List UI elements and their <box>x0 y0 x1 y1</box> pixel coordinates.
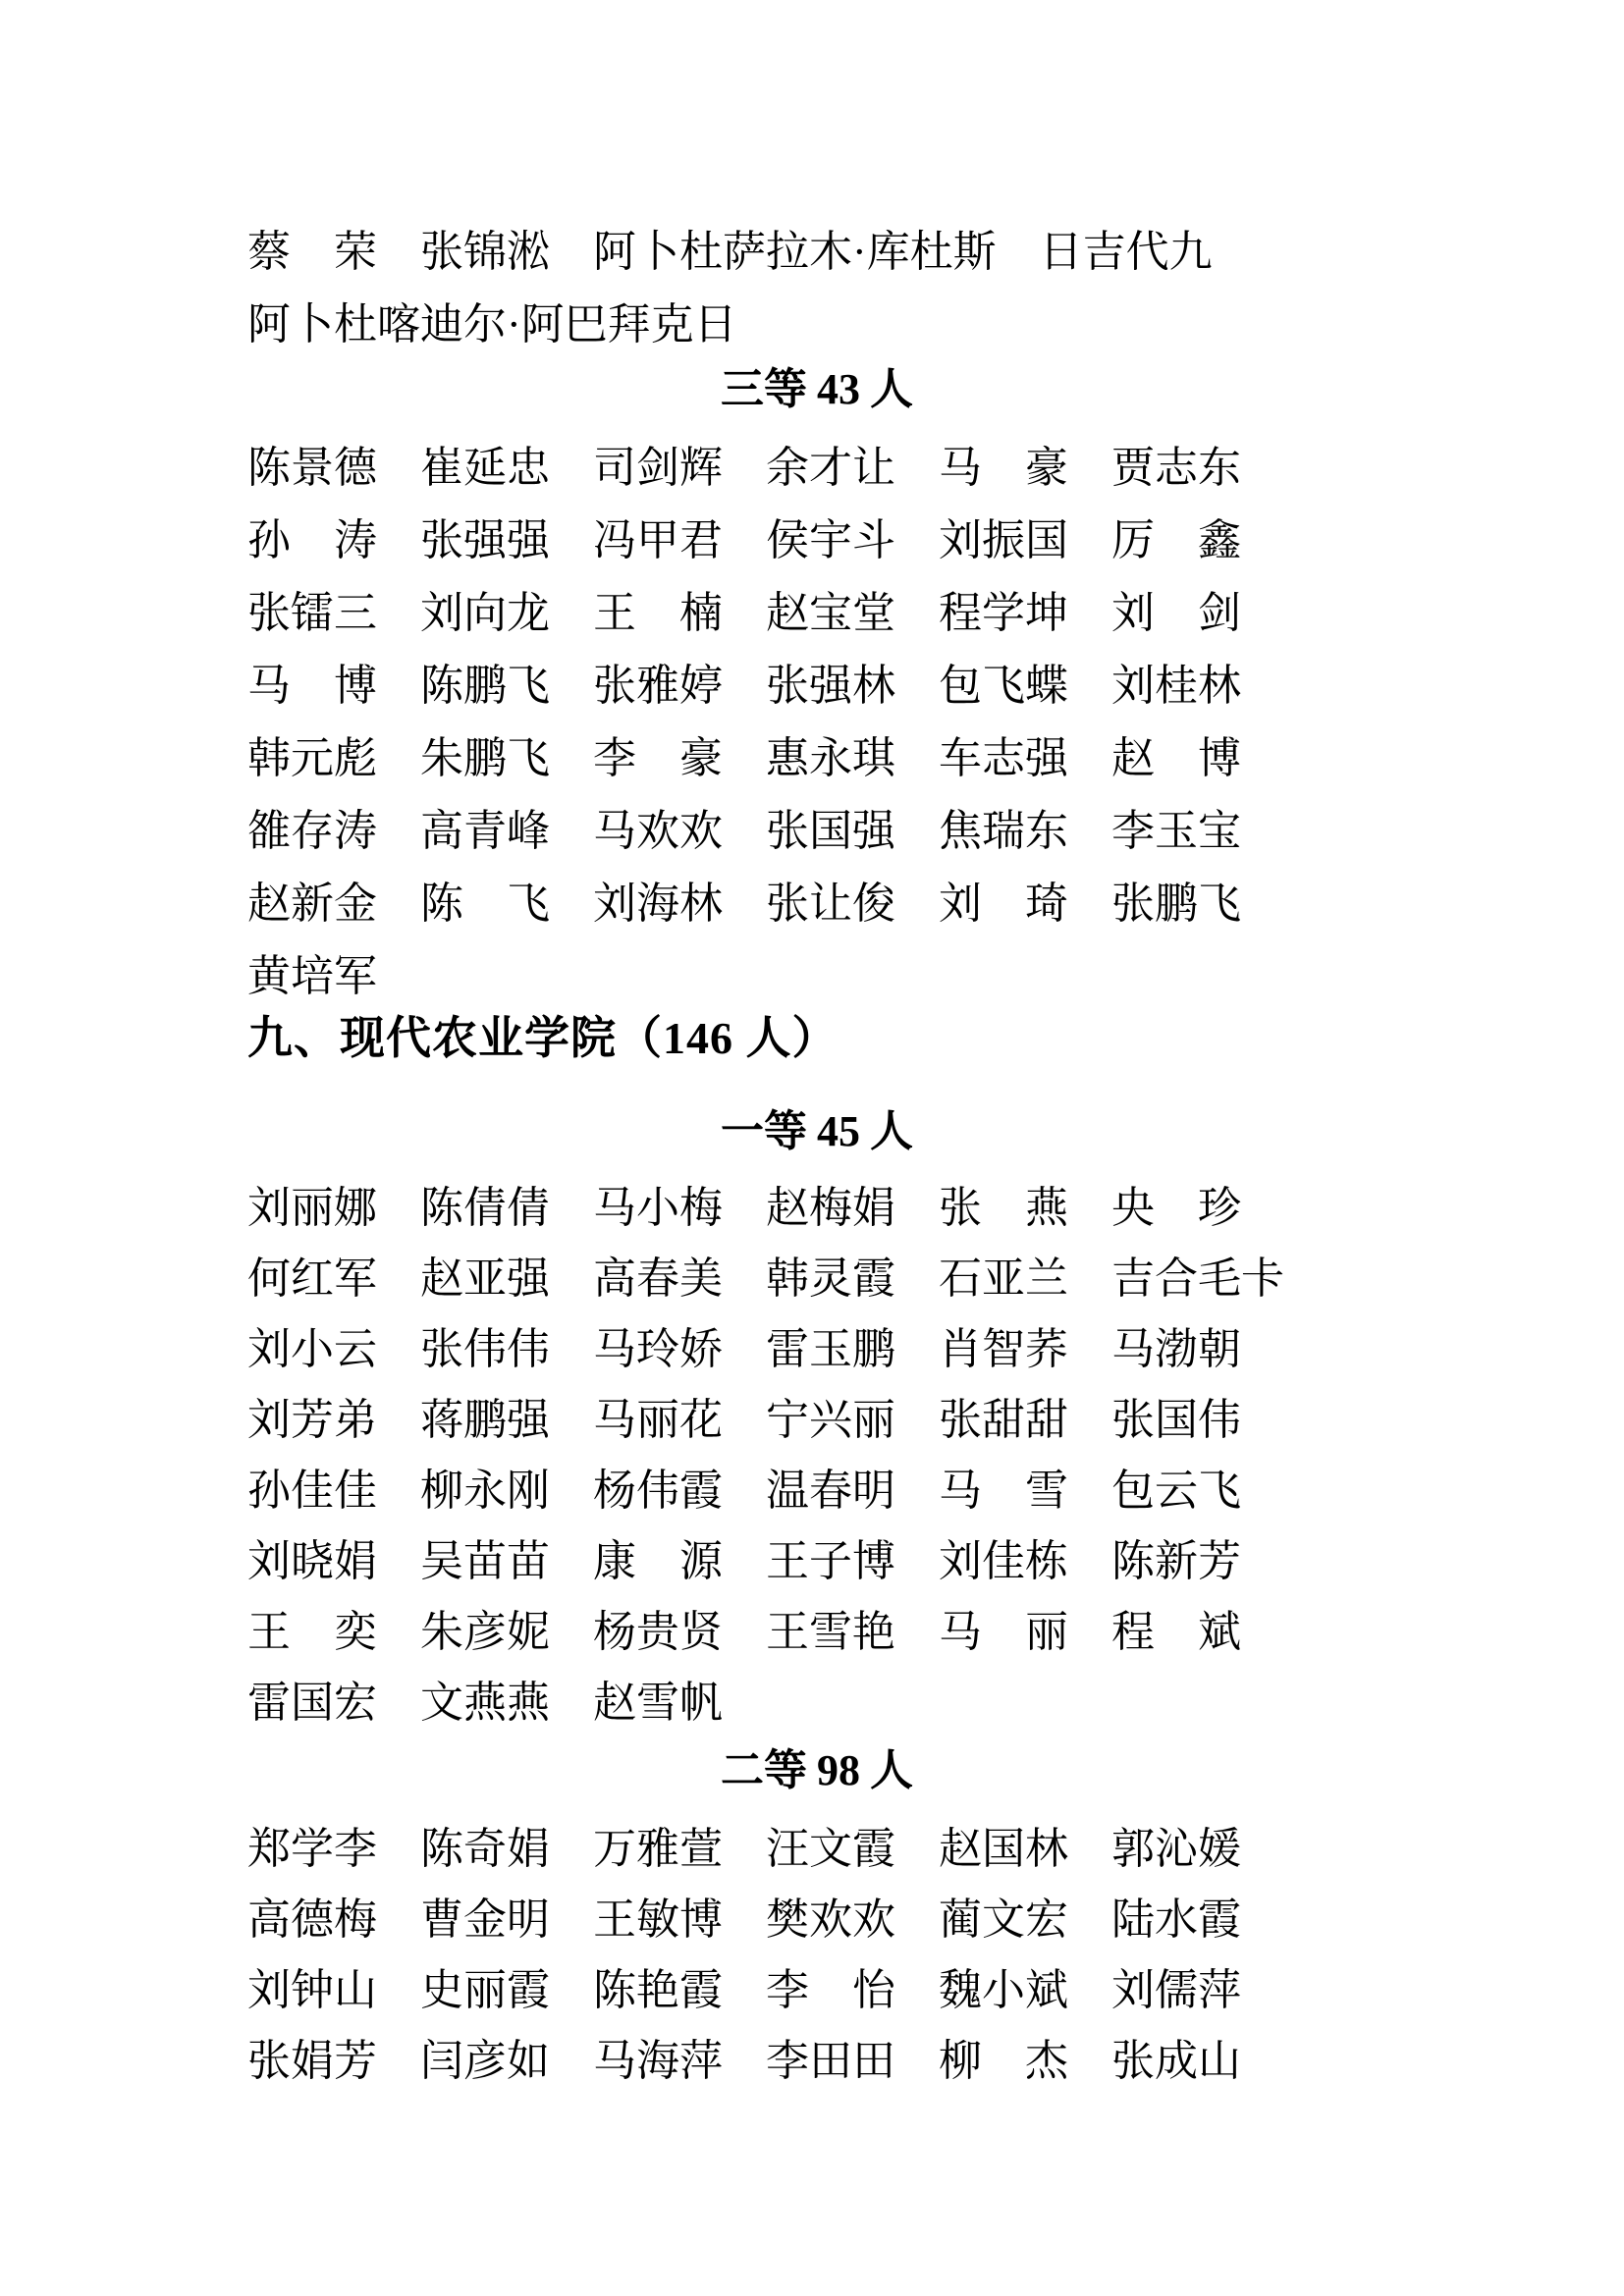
person-name: 余才让 <box>766 444 895 492</box>
person-name: 崔延忠 <box>420 444 550 492</box>
person-name: 张雅婷 <box>593 662 723 710</box>
name-row <box>247 1451 1386 1522</box>
person-name: 史丽霞 <box>420 1966 550 2014</box>
person-name: 陈奇娟 <box>420 1825 550 1873</box>
person-name: 刘向龙 <box>420 589 550 637</box>
names-overflow-second-tier <box>247 211 1386 356</box>
person-name: 刘芳弟 <box>247 1396 377 1444</box>
tier-heading-third <box>247 353 1386 426</box>
person-name: 石亚兰 <box>939 1255 1068 1303</box>
tier-count: 98 <box>817 1746 860 1794</box>
person-name: 孙 涛 <box>247 516 377 564</box>
name-row <box>247 935 1386 1008</box>
tier-grade: 一等 <box>721 1107 807 1155</box>
name-row <box>247 1309 1386 1380</box>
name-row <box>247 427 1386 500</box>
person-name: 王子博 <box>766 1537 895 1585</box>
tier-unit: 人 <box>870 365 913 413</box>
person-name: 李田田 <box>766 2037 895 2085</box>
person-name: 万雅萱 <box>593 1825 723 1873</box>
person-name: 马海萍 <box>593 2037 723 2085</box>
person-name: 刘钟山 <box>247 1966 377 2014</box>
person-name: 焦瑞东 <box>939 807 1068 855</box>
person-name: 马 博 <box>247 662 377 710</box>
name-row <box>247 1809 1386 1880</box>
person-name: 温春明 <box>766 1467 895 1515</box>
person-name: 朱彦妮 <box>420 1608 550 1656</box>
name-row <box>247 718 1386 790</box>
person-name: 杨贵贤 <box>593 1608 723 1656</box>
person-name: 陆水霞 <box>1111 1896 1241 1944</box>
person-name: 马渤朝 <box>1111 1325 1241 1373</box>
person-name: 刘丽娜 <box>247 1184 377 1232</box>
name-row <box>247 1880 1386 1950</box>
person-name: 马 雪 <box>939 1467 1068 1515</box>
person-name: 康 源 <box>593 1537 723 1585</box>
person-name: 高德梅 <box>247 1896 377 1944</box>
person-name: 马欢欢 <box>593 807 723 855</box>
person-name: 张国强 <box>766 807 895 855</box>
person-name: 程学坤 <box>939 589 1068 637</box>
name-row <box>247 572 1386 645</box>
person-name: 马玲娇 <box>593 1325 723 1373</box>
person-name: 李 豪 <box>593 734 723 782</box>
person-name: 柳 杰 <box>939 2037 1068 2085</box>
person-name: 赵雪帆 <box>593 1679 723 1727</box>
name-row <box>247 1522 1386 1592</box>
person-name: 闫彦如 <box>420 2037 550 2085</box>
name-row <box>247 1380 1386 1451</box>
name-row <box>247 1663 1386 1734</box>
person-name: 高青峰 <box>420 807 550 855</box>
tier-count: 45 <box>817 1107 860 1155</box>
person-name: 刘佳栋 <box>939 1537 1068 1585</box>
person-name: 赵 博 <box>1111 734 1241 782</box>
person-name: 侯宇斗 <box>766 516 895 564</box>
person-name: 王 奕 <box>247 1608 377 1656</box>
person-name: 刘桂林 <box>1111 662 1241 710</box>
name-row <box>247 1950 1386 2021</box>
person-name: 贾志东 <box>1111 444 1241 492</box>
person-name: 刘 剑 <box>1111 589 1241 637</box>
person-name: 张娟芳 <box>247 2037 377 2085</box>
person-name: 张国伟 <box>1111 1396 1241 1444</box>
section-heading-college: 九、现代农业学院（146 人） <box>247 1013 839 1063</box>
person-name: 郭沁媛 <box>1111 1825 1241 1873</box>
tier-grade: 二等 <box>721 1746 807 1794</box>
person-name: 阿卜杜喀迪尔·阿巴拜克日 <box>247 300 737 348</box>
person-name: 张鹏飞 <box>1111 880 1241 928</box>
person-name: 汪文霞 <box>766 1825 895 1873</box>
person-name: 陈倩倩 <box>420 1184 550 1232</box>
person-name: 何红军 <box>247 1255 377 1303</box>
person-name: 张 燕 <box>939 1184 1068 1232</box>
person-name: 厉 鑫 <box>1111 516 1241 564</box>
names-third-tier <box>247 427 1386 1008</box>
names-second-tier <box>247 1809 1386 2092</box>
person-name: 赵梅娟 <box>766 1184 895 1232</box>
person-name: 文燕燕 <box>420 1679 550 1727</box>
person-name: 刘小云 <box>247 1325 377 1373</box>
person-name: 赵亚强 <box>420 1255 550 1303</box>
name-row <box>247 1168 1386 1239</box>
person-name: 王 楠 <box>593 589 723 637</box>
person-name: 张强强 <box>420 516 550 564</box>
person-name: 宁兴丽 <box>766 1396 895 1444</box>
person-name: 赵新金 <box>247 880 377 928</box>
person-name: 日吉代九 <box>1039 228 1213 276</box>
name-row <box>247 500 1386 572</box>
person-name: 程 斌 <box>1111 1608 1241 1656</box>
person-name: 阿卜杜萨拉木·库杜斯 <box>593 228 997 276</box>
person-name: 李 怡 <box>766 1966 895 2014</box>
person-name: 张伟伟 <box>420 1325 550 1373</box>
person-name: 惠永琪 <box>766 734 895 782</box>
person-name: 陈鹏飞 <box>420 662 550 710</box>
person-name: 马丽花 <box>593 1396 723 1444</box>
tier-heading-first <box>247 1095 1386 1168</box>
person-name: 李玉宝 <box>1111 807 1241 855</box>
tier-unit: 人 <box>870 1746 913 1794</box>
person-name: 刘儒萍 <box>1111 1966 1241 2014</box>
name-row <box>247 863 1386 935</box>
person-name: 韩元彪 <box>247 734 377 782</box>
person-name: 樊欢欢 <box>766 1896 895 1944</box>
person-name: 蔡 荣 <box>247 228 377 276</box>
person-name: 马小梅 <box>593 1184 723 1232</box>
person-name: 蒋鹏强 <box>420 1396 550 1444</box>
person-name: 司剑辉 <box>593 444 723 492</box>
person-name: 冯甲君 <box>593 516 723 564</box>
person-name: 陈 飞 <box>420 880 550 928</box>
person-name: 包飞蝶 <box>939 662 1068 710</box>
person-name: 雷国宏 <box>247 1679 377 1727</box>
name-row <box>247 1239 1386 1309</box>
name-row <box>247 284 1386 356</box>
person-name: 陈景德 <box>247 444 377 492</box>
person-name: 陈新芳 <box>1111 1537 1241 1585</box>
person-name: 王雪艳 <box>766 1608 895 1656</box>
tier-unit: 人 <box>870 1107 913 1155</box>
person-name: 马 豪 <box>939 444 1068 492</box>
person-name: 张镭三 <box>247 589 377 637</box>
name-row <box>247 211 1386 284</box>
person-name: 孙佳佳 <box>247 1467 377 1515</box>
person-name: 张成山 <box>1111 2037 1241 2085</box>
person-name: 黄培军 <box>247 952 377 1000</box>
person-name: 吴苗苗 <box>420 1537 550 1585</box>
person-name: 赵国林 <box>939 1825 1068 1873</box>
person-name: 车志强 <box>939 734 1068 782</box>
person-name: 刘晓娟 <box>247 1537 377 1585</box>
person-name: 张锦淞 <box>420 228 550 276</box>
person-name: 柳永刚 <box>420 1467 550 1515</box>
person-name: 吉合毛卡 <box>1111 1255 1284 1303</box>
person-name: 曹金明 <box>420 1896 550 1944</box>
tier-heading-second <box>247 1735 1386 1807</box>
person-name: 刘振国 <box>939 516 1068 564</box>
person-name: 雒存涛 <box>247 807 377 855</box>
person-name: 魏小斌 <box>939 1966 1068 2014</box>
tier-count: 43 <box>817 365 860 413</box>
person-name: 雷玉鹏 <box>766 1325 895 1373</box>
person-name: 刘海林 <box>593 880 723 928</box>
name-row <box>247 1592 1386 1663</box>
person-name: 郑学李 <box>247 1825 377 1873</box>
person-name: 马 丽 <box>939 1608 1068 1656</box>
person-name: 刘 琦 <box>939 880 1068 928</box>
person-name: 杨伟霞 <box>593 1467 723 1515</box>
person-name: 张强林 <box>766 662 895 710</box>
name-row <box>247 790 1386 863</box>
person-name: 赵宝堂 <box>766 589 895 637</box>
person-name: 高春美 <box>593 1255 723 1303</box>
person-name: 朱鹏飞 <box>420 734 550 782</box>
names-first-tier <box>247 1168 1386 1734</box>
person-name: 韩灵霞 <box>766 1255 895 1303</box>
name-row <box>247 2021 1386 2092</box>
person-name: 陈艳霞 <box>593 1966 723 2014</box>
person-name: 包云飞 <box>1111 1467 1241 1515</box>
person-name: 央 珍 <box>1111 1184 1241 1232</box>
tier-grade: 三等 <box>721 365 807 413</box>
name-row <box>247 645 1386 718</box>
person-name: 肖智荞 <box>939 1325 1068 1373</box>
person-name: 张甜甜 <box>939 1396 1068 1444</box>
person-name: 张让俊 <box>766 880 895 928</box>
person-name: 蔺文宏 <box>939 1896 1068 1944</box>
person-name: 王敏博 <box>593 1896 723 1944</box>
